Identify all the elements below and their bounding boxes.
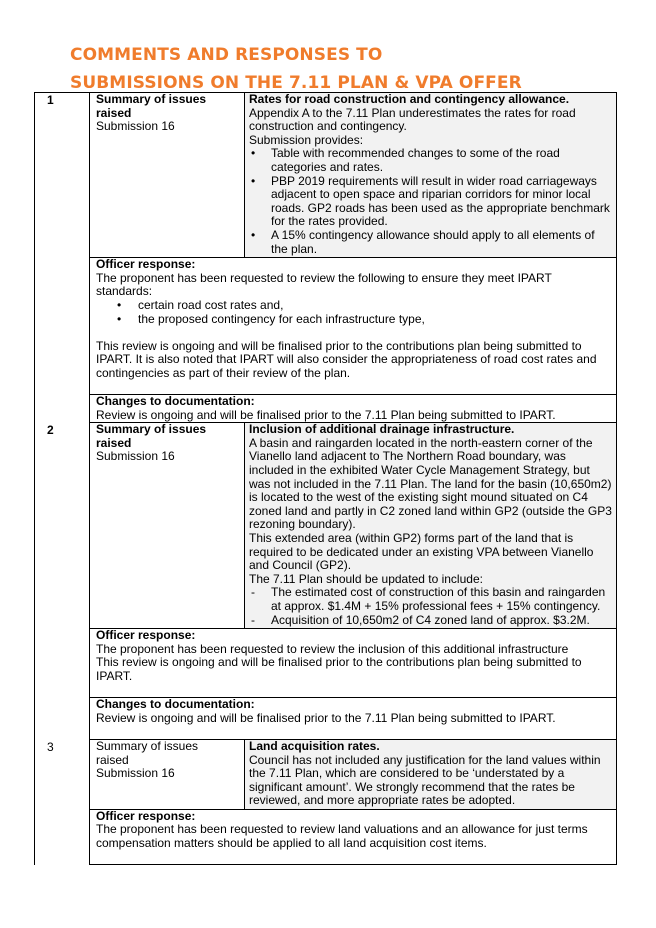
heading-line-1: COMMENTS AND RESPONSES TO: [70, 45, 383, 65]
list-item: • the proposed contingency for each infrastructure type,: [138, 313, 610, 327]
table-row-3: [34, 740, 617, 865]
officer-response: Officer response: The proponent has been requested to review the inclusion of this additional infrastructure This review is ongoing and will be finalised prior to the contributions plan being submitted to IPART.: [90, 629, 616, 698]
summary-description: Inclusion of additional drainage infrastructure. A basin and raingarden located in the north-eastern corner of the Vianello land adjacent to The Northern Road boundary, was included in the exhibited Water Cycle Management Strategy, but was not included in the 7.11 Plan. The land for the basin (10,650m2) is located to the west of the existing sight mound situated on C4 zoned land and partly in C2 zoned land within GP2 (outside the GP3 rezoning boundary). This extended area (within GP2) forms part of the land that is required to be dedicated under an existing VPA between Vianello and Council (GP2). The 7.11 Plan should be updated to include: - The estimated cost of construction of this basin and raingarden at approx. $1.4M + 15% professional fees + 15% contingency. - Acquisition of 10,650m2 of C4 zoned land of approx. $3.2M.: [245, 423, 616, 628]
issue-title: Inclusion of additional drainage infrastructure.: [249, 422, 515, 437]
list-item: • certain road cost rates and,: [138, 299, 610, 313]
summary-label: Summary of issues raised Submission 16: [90, 93, 245, 257]
officer-response: Officer response: The proponent has been requested to review land valuations and an allowance for just terms compensation matters should be applied to all land acquisition cost items.: [90, 810, 616, 865]
summary-label: Summary of issues raised Submission 16: [90, 423, 245, 628]
issue-title: Rates for road construction and contingency allowance.: [249, 92, 570, 106]
list-item: • A 15% contingency allowance should apply to all elements of the plan.: [271, 229, 612, 256]
changes-to-documentation: Changes to documentation: Review is ongoing and will be finalised prior to the 7.11 Plan being submitted to IPART.: [90, 395, 616, 423]
officer-bullets: [96, 299, 610, 326]
submissions-table: [34, 92, 617, 865]
summary-label: Summary of issues raised Submission 16: [90, 740, 245, 809]
table-row-1: [34, 92, 617, 423]
issue-dash-list: [249, 586, 612, 627]
page-heading: [70, 41, 630, 97]
item-number: 2: [35, 423, 90, 740]
list-item: - Acquisition of 10,650m2 of C4 zoned land of approx. $3.2M.: [271, 614, 612, 628]
list-item: • Table with recommended changes to some of the road categories and rates.: [271, 147, 612, 174]
list-item: • PBP 2019 requirements will result in wider road carriageways adjacent to open space and riparian corridors for minor local roads. GP2 roads has been used as the appropriate benchmark for the rates provided.: [271, 175, 612, 229]
item-number: 3: [35, 740, 90, 865]
issue-title: Land acquisition rates.: [249, 738, 380, 753]
summary-description: Rates for road construction and contingency allowance. Appendix A to the 7.11 Plan underestimates the rates for road construction and contingency. Submission provides: • Table with recommended changes to some of the road categories and rates. • PBP 2019 requirements will result in wider road carriageways adjacent to open space and riparian corridors for minor local roads. GP2 roads has been used as the appropriate benchmark for the rates provided. • A 15% contingency allowance should apply to all elements of the plan.: [245, 93, 616, 257]
table-row-2: [34, 423, 617, 740]
item-number: 1: [35, 93, 90, 423]
list-item: - The estimated cost of construction of this basin and raingarden at approx. $1.4M + 15% professional fees + 15% contingency.: [271, 586, 612, 613]
issue-bullets: [249, 147, 612, 256]
summary-description: Land acquisition rates. Council has not included any justification for the land values within the 7.11 Plan, which are considered to be ‘understated by a significant amount’. We strongly recommend that the rates be reviewed, and more appropriate rates be adopted.: [245, 740, 616, 809]
changes-to-documentation: Changes to documentation: Review is ongoing and will be finalised prior to the 7.11 Plan being submitted to IPART.: [90, 698, 616, 740]
officer-response: Officer response: The proponent has been requested to review the following to ensure they meet IPART standards: • certain road cost rates and, • the proposed contingency for each infrastructure type, This review is ongoing and will be finalised prior to the contributions plan being submitted to IPART. It is also noted that IPART will also consider the appropriateness of road cost rates and contingencies as part of their review of the plan.: [90, 258, 616, 395]
heading-line-2: SUBMISSIONS ON THE 7.11 PLAN & VPA OFFER: [70, 73, 522, 93]
